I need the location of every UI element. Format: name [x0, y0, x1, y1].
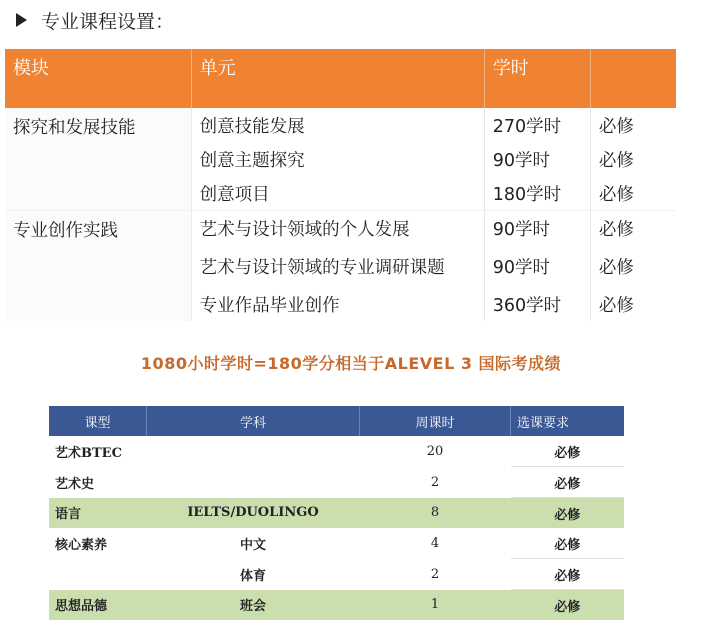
section-heading — [14, 5, 174, 35]
unit-requirement: 必修 — [598, 150, 634, 171]
unit-hours: 180学时 — [484, 176, 590, 211]
table-header-row — [5, 49, 676, 108]
header-module: 模块 — [5, 49, 191, 108]
module-name: 专业创作实践 — [5, 211, 191, 322]
course-type: 语言 — [49, 498, 147, 529]
unit-requirement: 必修 — [598, 116, 634, 137]
course-requirement: 必修 — [511, 467, 625, 498]
course-subject: 班会 — [147, 590, 360, 621]
course-subject — [147, 436, 360, 467]
course-weekly-hours: 1 — [360, 590, 511, 621]
course-weekly-hours: 4 — [430, 535, 440, 551]
course-requirement: 必修 — [511, 528, 625, 559]
course-requirement: 必修 — [511, 498, 625, 529]
table-header-row — [49, 406, 624, 436]
header-weekly-hours: 周课时 — [360, 406, 511, 436]
unit-hours: 90学时 — [484, 211, 590, 246]
header-unit: 单元 — [191, 49, 484, 108]
course-type: 核心素养 — [55, 537, 108, 553]
unit-requirement: 必修 — [590, 211, 676, 246]
unit-name: 创意技能发展 — [191, 108, 484, 142]
course-weekly-hours: 2 — [430, 566, 440, 582]
course-modules-table — [5, 49, 676, 321]
table-row — [5, 108, 676, 142]
table-row — [49, 590, 624, 621]
table-row — [49, 528, 624, 559]
unit-requirement: 必修 — [598, 184, 634, 205]
course-subject — [147, 467, 360, 498]
table-row — [49, 436, 624, 467]
course-weekly-hours: 8 — [360, 498, 511, 529]
header-course-type: 课型 — [49, 406, 147, 436]
table-row — [49, 498, 624, 529]
unit-name: 创意项目 — [191, 176, 484, 211]
course-subject: 中文 — [239, 537, 266, 553]
unit-name: 专业作品毕业创作 — [191, 287, 484, 321]
unit-requirement: 必修 — [598, 295, 634, 316]
unit-name: 艺术与设计领域的专业调研课题 — [191, 245, 484, 287]
course-weekly-hours: 20 — [426, 443, 444, 459]
table-row — [49, 559, 624, 590]
unit-hours: 360学时 — [484, 287, 590, 321]
unit-name: 艺术与设计领域的个人发展 — [191, 211, 484, 246]
course-subject: IELTS/DUOLINGO — [147, 498, 360, 529]
unit-hours: 90学时 — [484, 142, 590, 176]
course-type: 思想品德 — [49, 590, 147, 621]
course-type: 艺术史 — [55, 476, 95, 492]
table-row — [5, 211, 676, 246]
course-requirement: 必修 — [511, 590, 625, 621]
course-type: 艺术BTEC — [55, 445, 122, 461]
course-subject: 体育 — [239, 568, 266, 584]
course-type — [49, 559, 147, 590]
table-row — [49, 467, 624, 498]
arrow-bullet-icon — [16, 13, 27, 27]
header-selection-requirement: 选课要求 — [511, 406, 625, 436]
module-name: 探究和发展技能 — [5, 108, 191, 211]
header-subject: 学科 — [147, 406, 360, 436]
course-weekly-hours: 2 — [430, 474, 440, 490]
section-heading-text: 专业课程设置： — [41, 10, 175, 33]
unit-hours: 90学时 — [484, 245, 590, 287]
unit-hours: 270学时 — [484, 108, 590, 142]
course-requirement: 必修 — [511, 436, 625, 467]
unit-requirement: 必修 — [598, 257, 634, 278]
header-requirement — [590, 49, 676, 108]
header-hours: 学时 — [484, 49, 590, 108]
unit-name: 创意主题探究 — [191, 142, 484, 176]
course-requirement: 必修 — [511, 559, 625, 590]
weekly-courses-table — [49, 406, 624, 620]
credit-summary-text: 1080小时学时=180学分相当于ALEVEL 3 国际考成绩 — [140, 354, 562, 373]
